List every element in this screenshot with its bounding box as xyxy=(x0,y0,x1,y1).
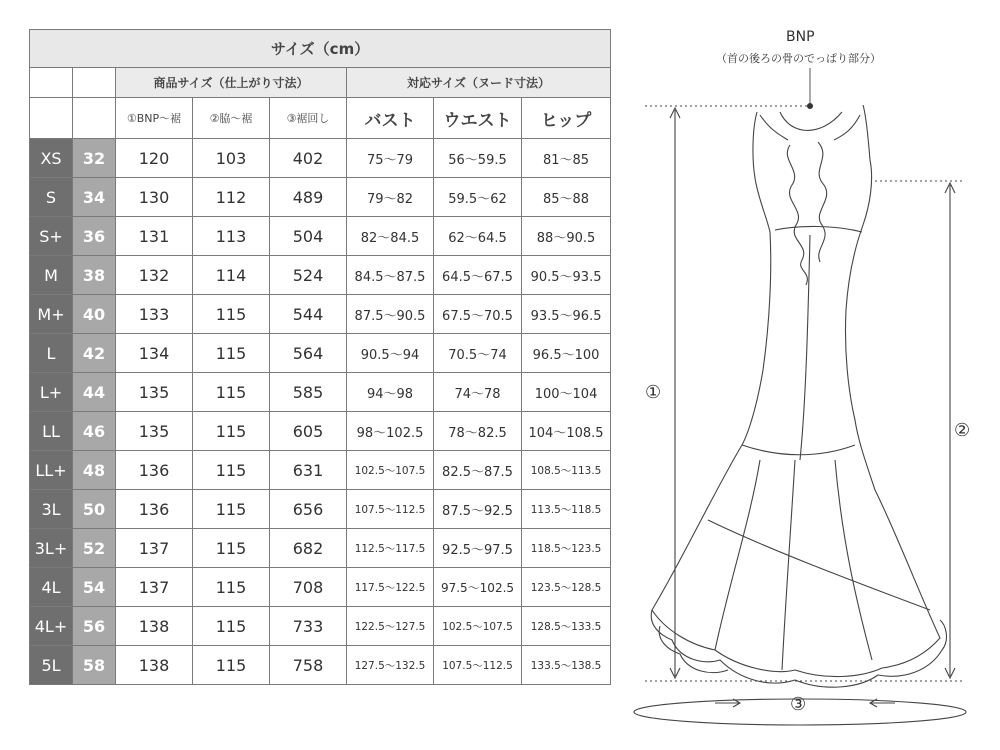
bust-range: 87.5～90.5 xyxy=(347,295,434,334)
size-number: 52 xyxy=(73,529,116,568)
blank-cell xyxy=(73,68,116,98)
hip-range: 133.5～138.5 xyxy=(522,646,611,685)
waist-range: 82.5～87.5 xyxy=(434,451,522,490)
col-waist-header: ウエスト xyxy=(434,98,522,139)
waist-range: 67.5～70.5 xyxy=(434,295,522,334)
waist-range: 59.5～62 xyxy=(434,178,522,217)
table-title: サイズ（cm） xyxy=(30,30,611,68)
bnp-length: 138 xyxy=(116,646,193,685)
hip-range: 118.5～123.5 xyxy=(522,529,611,568)
hem-length: 733 xyxy=(270,607,347,646)
hem-length: 708 xyxy=(270,568,347,607)
bust-range: 122.5～127.5 xyxy=(347,607,434,646)
response-size-header: 対応サイズ（ヌード寸法） xyxy=(347,68,611,98)
side-length: 113 xyxy=(193,217,270,256)
bnp-label: BNP xyxy=(786,29,815,45)
table-row xyxy=(30,295,611,334)
side-length: 115 xyxy=(193,334,270,373)
size-label: XS xyxy=(30,139,73,178)
side-length: 115 xyxy=(193,529,270,568)
size-number: 50 xyxy=(73,490,116,529)
side-length: 115 xyxy=(193,295,270,334)
hem-length: 656 xyxy=(270,490,347,529)
bust-range: 127.5～132.5 xyxy=(347,646,434,685)
product-size-header: 商品サイズ（仕上がり寸法） xyxy=(116,68,347,98)
hip-range: 93.5～96.5 xyxy=(522,295,611,334)
table-row xyxy=(30,529,611,568)
side-length: 115 xyxy=(193,646,270,685)
hip-range: 90.5～93.5 xyxy=(522,256,611,295)
bnp-length: 120 xyxy=(116,139,193,178)
side-length: 112 xyxy=(193,178,270,217)
table-row xyxy=(30,334,611,373)
hem-length: 631 xyxy=(270,451,347,490)
table-row xyxy=(30,607,611,646)
bnp-length: 134 xyxy=(116,334,193,373)
size-number: 58 xyxy=(73,646,116,685)
hem-length: 585 xyxy=(270,373,347,412)
hem-length: 544 xyxy=(270,295,347,334)
neckline xyxy=(780,112,842,130)
waist-range: 64.5～67.5 xyxy=(434,256,522,295)
bnp-length: 138 xyxy=(116,607,193,646)
size-number: 46 xyxy=(73,412,116,451)
size-label: 4L xyxy=(30,568,73,607)
size-number: 40 xyxy=(73,295,116,334)
side-length: 115 xyxy=(193,490,270,529)
size-label: 3L+ xyxy=(30,529,73,568)
table-row xyxy=(30,373,611,412)
measure-2-label: ② xyxy=(954,420,971,441)
blank-cell xyxy=(30,68,73,98)
blank-cell xyxy=(73,98,116,139)
table-row xyxy=(30,139,611,178)
side-length: 115 xyxy=(193,451,270,490)
skirt-diagonal-seam xyxy=(708,520,930,610)
size-label: 4L+ xyxy=(30,607,73,646)
waist-range: 102.5～107.5 xyxy=(434,607,522,646)
hip-range: 104～108.5 xyxy=(522,412,611,451)
bust-range: 112.5～117.5 xyxy=(347,529,434,568)
side-length: 115 xyxy=(193,412,270,451)
hem-length: 605 xyxy=(270,412,347,451)
table-row xyxy=(30,451,611,490)
bnp-length: 136 xyxy=(116,451,193,490)
front-ruffle xyxy=(787,145,807,285)
flounce-seam xyxy=(742,445,855,455)
bust-range: 107.5～112.5 xyxy=(347,490,434,529)
bust-range: 98～102.5 xyxy=(347,412,434,451)
dress-outline xyxy=(652,105,940,677)
side-length: 103 xyxy=(193,139,270,178)
bodice-seam xyxy=(775,226,862,232)
hem-length: 682 xyxy=(270,529,347,568)
bust-range: 90.5～94 xyxy=(347,334,434,373)
size-label: 3L xyxy=(30,490,73,529)
waist-range: 56～59.5 xyxy=(434,139,522,178)
table-row xyxy=(30,412,611,451)
waist-range: 107.5～112.5 xyxy=(434,646,522,685)
hip-range: 88～90.5 xyxy=(522,217,611,256)
size-number: 44 xyxy=(73,373,116,412)
side-length: 115 xyxy=(193,373,270,412)
hem-layer xyxy=(651,610,946,687)
table-row xyxy=(30,568,611,607)
size-label: L+ xyxy=(30,373,73,412)
table-row xyxy=(30,490,611,529)
bnp-length: 133 xyxy=(116,295,193,334)
bust-range: 79～82 xyxy=(347,178,434,217)
side-length: 114 xyxy=(193,256,270,295)
bust-range: 94～98 xyxy=(347,373,434,412)
hem-length: 758 xyxy=(270,646,347,685)
hip-range: 108.5～113.5 xyxy=(522,451,611,490)
hip-range: 128.5～133.5 xyxy=(522,607,611,646)
col-side-header: ②脇～裾 xyxy=(193,98,270,139)
side-length: 115 xyxy=(193,568,270,607)
bust-range: 75～79 xyxy=(347,139,434,178)
hip-range: 123.5～128.5 xyxy=(522,568,611,607)
bnp-length: 135 xyxy=(116,412,193,451)
bust-range: 117.5～122.5 xyxy=(347,568,434,607)
blank-cell xyxy=(30,98,73,139)
bust-range: 84.5～87.5 xyxy=(347,256,434,295)
col-hip-header: ヒップ xyxy=(522,98,611,139)
size-label: LL+ xyxy=(30,451,73,490)
col-bust-header: バスト xyxy=(347,98,434,139)
hip-range: 96.5～100 xyxy=(522,334,611,373)
col-bnp-header: ①BNP～裾 xyxy=(116,98,193,139)
bnp-length: 131 xyxy=(116,217,193,256)
bnp-length: 137 xyxy=(116,568,193,607)
bust-range: 102.5～107.5 xyxy=(347,451,434,490)
bnp-length: 136 xyxy=(116,490,193,529)
size-label: M xyxy=(30,256,73,295)
waist-range: 92.5～97.5 xyxy=(434,529,522,568)
hip-range: 100～104 xyxy=(522,373,611,412)
size-number: 56 xyxy=(73,607,116,646)
waist-range: 70.5～74 xyxy=(434,334,522,373)
table-row xyxy=(30,646,611,685)
size-label: S xyxy=(30,178,73,217)
hem-length: 504 xyxy=(270,217,347,256)
size-label: S+ xyxy=(30,217,73,256)
bnp-length: 135 xyxy=(116,373,193,412)
bnp-note: （首の後ろの骨のでっぱり部分） xyxy=(716,52,881,65)
size-label: L xyxy=(30,334,73,373)
size-number: 32 xyxy=(73,139,116,178)
hem-length: 524 xyxy=(270,256,347,295)
waist-range: 62～64.5 xyxy=(434,217,522,256)
size-number: 42 xyxy=(73,334,116,373)
size-label: M+ xyxy=(30,295,73,334)
waist-range: 78～82.5 xyxy=(434,412,522,451)
hip-range: 85～88 xyxy=(522,178,611,217)
size-label: LL xyxy=(30,412,73,451)
size-number: 48 xyxy=(73,451,116,490)
size-table xyxy=(29,29,611,685)
table-row xyxy=(30,217,611,256)
hem-length: 564 xyxy=(270,334,347,373)
bnp-length: 132 xyxy=(116,256,193,295)
bnp-length: 137 xyxy=(116,529,193,568)
size-number: 34 xyxy=(73,178,116,217)
hip-range: 113.5～118.5 xyxy=(522,490,611,529)
hem-length: 489 xyxy=(270,178,347,217)
size-number: 36 xyxy=(73,217,116,256)
col-hem-header: ③裾回し xyxy=(270,98,347,139)
size-number: 54 xyxy=(73,568,116,607)
measure-3-label: ③ xyxy=(790,694,807,715)
side-length: 115 xyxy=(193,607,270,646)
dress-diagram xyxy=(620,20,1000,750)
size-number: 38 xyxy=(73,256,116,295)
waist-range: 87.5～92.5 xyxy=(434,490,522,529)
table-row xyxy=(30,178,611,217)
bust-range: 82～84.5 xyxy=(347,217,434,256)
table-row xyxy=(30,256,611,295)
waist-range: 74～78 xyxy=(434,373,522,412)
measure-1-label: ① xyxy=(645,382,662,403)
bnp-length: 130 xyxy=(116,178,193,217)
size-label: 5L xyxy=(30,646,73,685)
hem-length: 402 xyxy=(270,139,347,178)
hip-range: 81～85 xyxy=(522,139,611,178)
waist-range: 97.5～102.5 xyxy=(434,568,522,607)
bnp-point xyxy=(807,103,813,109)
